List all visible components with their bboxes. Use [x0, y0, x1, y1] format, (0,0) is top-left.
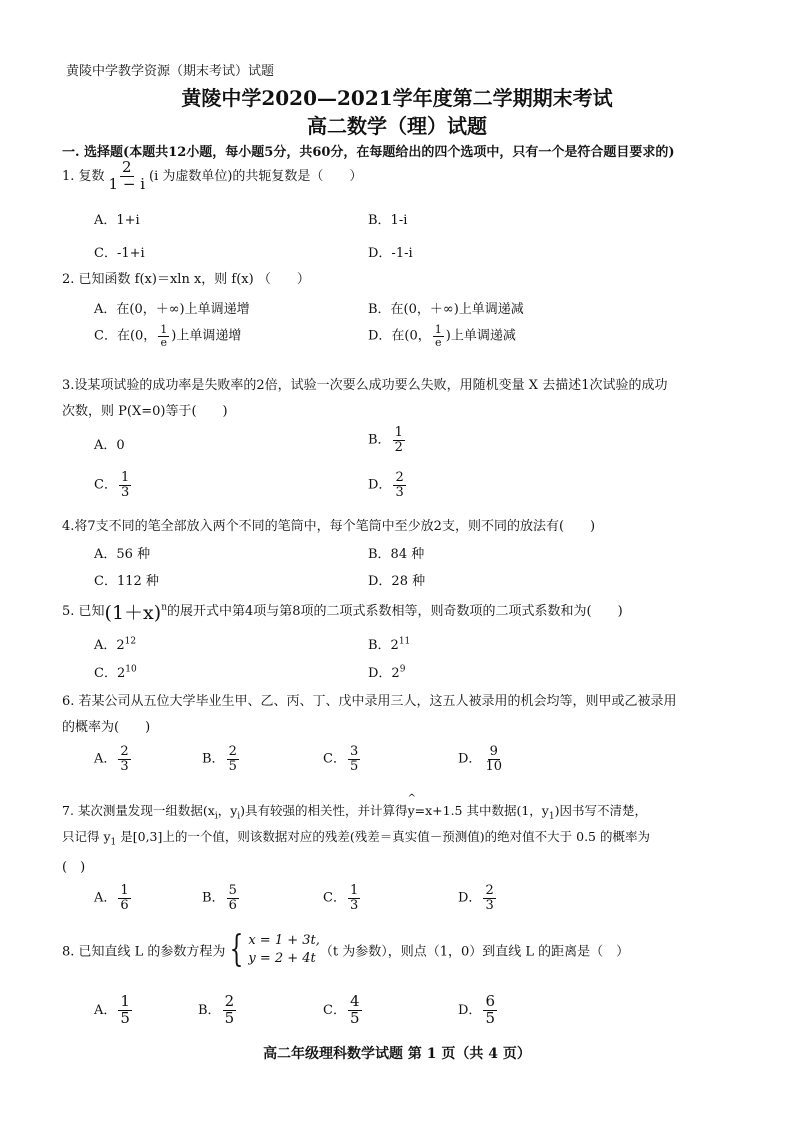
q6-c-label: C．: [323, 751, 346, 767]
q7-option-b: [202, 884, 241, 912]
q7-d-label: D．: [458, 890, 482, 906]
q3-option-c: [94, 471, 133, 499]
q7-l1-a: 7. 某次测量发现一组数据(x: [62, 803, 215, 818]
q5-d-exp: 9: [399, 664, 406, 675]
q8-a-fraction: [118, 994, 132, 1027]
q7-option-c: [323, 884, 362, 912]
q1-prefix: 1. 复数: [62, 168, 105, 184]
q8-d-num: 6: [485, 992, 495, 1010]
q5-d-base: D．2: [368, 666, 400, 681]
q5-c-exp: 10: [125, 664, 137, 675]
source-label: 黄陵中学教学资源（期末考试）试题: [66, 64, 275, 79]
q6-c-num: 3: [349, 744, 359, 759]
q6-c-fraction: [348, 745, 360, 773]
q7-l1-c: )具有较强的相关性，并计算得: [240, 803, 408, 818]
q7-l1-b: ，y: [217, 803, 238, 818]
q1-option-d: D．-1-i: [368, 246, 413, 261]
q1-option-c: C．-1+i: [94, 246, 145, 261]
q7-b-den: 6: [228, 897, 237, 913]
q8-option-b: [198, 994, 238, 1027]
question-7-line2: [62, 827, 650, 848]
q6-b-fraction: [227, 745, 239, 773]
q5-option-b: [368, 634, 410, 653]
q8-d-fraction: [483, 994, 497, 1027]
q6-a-label: A．: [94, 751, 117, 767]
q4-option-b: B．84 种: [368, 547, 425, 562]
q3-option-a: A．0: [94, 438, 125, 453]
q7-c-den: 3: [349, 897, 359, 913]
page-footer: 高二年级理科数学试题 第 1 页（共 4 页）: [263, 1046, 531, 1062]
q7-b-label: B．: [202, 890, 225, 906]
q7-b-fraction: [227, 884, 239, 912]
q3-d-label: D．: [368, 477, 392, 493]
q6-a-fraction: [118, 745, 130, 773]
q5-expression: (1＋x): [104, 602, 162, 624]
q2-d-post: )上单调递减: [445, 328, 516, 344]
question-4: 4.将7支不同的笔全部放入两个不同的笔筒中，每个笔筒中至少放2支，则不同的放法有( ): [62, 519, 596, 534]
q5-c-base: C．2: [94, 666, 126, 681]
q5-exponent: n: [161, 602, 167, 613]
q7-l1-d: =x+1.5 其中数据(1，y: [414, 803, 549, 818]
question-2: 2. 已知函数 f(x)＝xln x，则 f(x) （ ）: [62, 272, 310, 287]
q8-b-label: B．: [198, 1002, 221, 1018]
q3-b-label: B．: [368, 432, 391, 448]
q7-hat-mark: ^: [407, 793, 416, 804]
q5-option-a: [94, 634, 136, 653]
q6-option-a: [94, 745, 133, 773]
q3-b-num: 1: [394, 425, 403, 440]
q8-eq2: y = 2 + 4t: [248, 951, 316, 966]
q5-a-exp: 12: [124, 636, 137, 647]
q8-pre: 8. 已知直线 L 的参数方程为: [62, 944, 226, 960]
q8-option-a: [94, 994, 134, 1027]
q8-c-num: 4: [349, 992, 360, 1010]
q7-l2-sub: 1: [110, 837, 117, 848]
q5-b-base: B．2: [368, 638, 399, 653]
q7-a-label: A．: [94, 890, 117, 906]
q5-b-exp: 11: [398, 636, 411, 647]
q7-d-num: 2: [485, 883, 494, 898]
q8-option-d: [458, 994, 499, 1027]
q6-a-num: 2: [120, 744, 129, 759]
q3-b-fraction: [393, 426, 405, 454]
q8-post: （t 为参数），则点（1，0）到直线 L 的距离是（ ）: [319, 944, 630, 960]
q3-d-fraction: [393, 471, 405, 499]
q6-d-fraction: [483, 745, 504, 773]
q7-c-fraction: [348, 884, 360, 912]
q7-l1-e: )因书写不清楚，: [554, 803, 647, 818]
q8-a-num: 1: [120, 992, 130, 1010]
q6-c-den: 5: [349, 758, 359, 774]
q5-pre: 5. 已知: [62, 604, 105, 619]
question-7-line3: ( ): [62, 860, 86, 875]
q6-b-label: B．: [202, 751, 225, 767]
q5-option-c: [94, 662, 137, 681]
q1-option-b: B．1-i: [368, 213, 408, 228]
q3-c-label: C．: [94, 477, 117, 493]
q8-c-den: 5: [349, 1008, 360, 1027]
exam-subtitle: 高二数学（理）试题: [307, 114, 487, 138]
q8-brace: {: [230, 929, 244, 970]
q5-post: 的展开式中第4项与第8项的二项式系数相等，则奇数项的二项式系数和为( ): [166, 604, 623, 619]
q1-option-a: A．1+i: [94, 213, 140, 228]
q2-option-c: [94, 324, 241, 348]
q6-option-c: [323, 745, 362, 773]
q7-yhat: [407, 793, 416, 818]
q2-c-den: e: [160, 335, 168, 349]
q7-c-num: 1: [349, 883, 359, 898]
q5-option-d: [368, 662, 405, 681]
q8-eq1: x = 1 + 3t,: [248, 933, 320, 949]
q7-c-label: C．: [323, 890, 346, 906]
question-5: [62, 598, 623, 625]
q3-option-d: [368, 471, 408, 499]
section-heading: 一. 选择题(本题共12小题，每小题5分，共60分，在每题给出的四个选项中，只有一个是符合题目要求的): [62, 145, 675, 160]
q1-frac-num: 2: [122, 158, 132, 176]
q3-option-b: [368, 426, 407, 454]
q7-l1-sub2: i: [237, 811, 241, 822]
q8-d-den: 5: [485, 1008, 495, 1027]
exam-title: 黄陵中学2020—2021学年度第二学期期末考试: [181, 86, 613, 110]
q7-d-den: 3: [485, 897, 494, 913]
q8-b-fraction: [223, 994, 237, 1027]
q8-c-label: C．: [323, 1002, 346, 1018]
question-6-line1: 6. 若某公司从五位大学毕业生甲、乙、丙、丁、戊中录用三人，这五人被录用的机会均等，则甲或乙被录用: [62, 694, 677, 709]
question-6-line2: 的概率为( ): [62, 720, 151, 735]
q7-d-fraction: [483, 884, 495, 912]
q8-a-den: 5: [120, 1008, 130, 1027]
q6-option-b: [202, 745, 241, 773]
q1-fraction: [107, 160, 147, 193]
q6-b-num: 2: [228, 744, 237, 759]
q5-a-base: A．2: [94, 638, 125, 653]
q2-d-num: 1: [434, 323, 442, 336]
q3-c-den: 3: [120, 484, 130, 500]
question-8: [62, 929, 630, 970]
q8-equation-system: [225, 929, 320, 970]
q1-frac-den: 1 − i: [108, 174, 145, 193]
q6-option-d: [458, 745, 506, 773]
q7-l2-a: 只记得 y: [62, 829, 111, 844]
q8-c-fraction: [348, 994, 362, 1027]
q8-option-c: [323, 994, 364, 1027]
q6-d-den: 10: [485, 758, 502, 774]
q2-option-d: [368, 324, 516, 348]
q8-a-label: A．: [94, 1002, 117, 1018]
q7-y: y: [407, 803, 415, 818]
q3-d-den: 3: [395, 484, 404, 500]
q8-d-label: D．: [458, 1002, 482, 1018]
q7-a-den: 6: [120, 897, 129, 913]
q3-d-num: 2: [395, 470, 404, 485]
q2-c-post: )上单调递增: [171, 328, 242, 344]
q2-c-num: 1: [160, 323, 168, 336]
q2-option-b: B．在(0，＋∞)上单调递减: [368, 302, 524, 317]
q6-d-label: D．: [458, 751, 482, 767]
q4-option-d: D．28 种: [368, 574, 426, 589]
q7-l1-sub3: 1: [548, 811, 555, 822]
q4-option-a: A．56 种: [94, 547, 151, 562]
q6-d-num: 9: [489, 744, 498, 759]
q7-b-num: 5: [228, 883, 237, 898]
q2-d-pre: D．在(0，: [368, 328, 431, 344]
q2-c-fraction: [158, 324, 169, 348]
q2-option-a: A．在(0，＋∞)上单调递增: [94, 302, 250, 317]
question-3-line1: 3.设某项试验的成功率是失败率的2倍，试验一次要么成功要么失败，用随机变量 X 去描述1次试验的成功: [62, 378, 668, 393]
q3-c-num: 1: [120, 470, 130, 485]
q7-l2-b: 是[0,3]上的一个值，则该数据对应的残差(残差＝真实值－预测值)的绝对值不大于 0.5 的概率为: [116, 829, 650, 844]
q6-b-den: 5: [228, 758, 237, 774]
q7-a-fraction: [118, 884, 130, 912]
q8-b-num: 2: [224, 992, 235, 1010]
q2-d-fraction: [433, 324, 444, 348]
q2-c-pre: C．在(0，: [94, 328, 157, 344]
q1-suffix: (i 为虚数单位)的共轭复数是（ ）: [149, 168, 363, 184]
q3-b-den: 2: [394, 439, 403, 455]
q7-option-d: [458, 884, 498, 912]
q2-d-den: e: [435, 335, 442, 349]
q4-option-c: C．112 种: [94, 574, 159, 589]
question-7-line1: [62, 793, 647, 822]
question-3-line2: 次数，则 P(X=0)等于( ): [62, 404, 228, 419]
q3-c-fraction: [119, 471, 131, 499]
question-1: [62, 160, 362, 193]
q8-b-den: 5: [224, 1008, 235, 1027]
q6-a-den: 3: [120, 758, 129, 774]
q7-l1-sub1: i: [214, 811, 218, 822]
q7-a-num: 1: [120, 883, 129, 898]
q7-option-a: [94, 884, 133, 912]
